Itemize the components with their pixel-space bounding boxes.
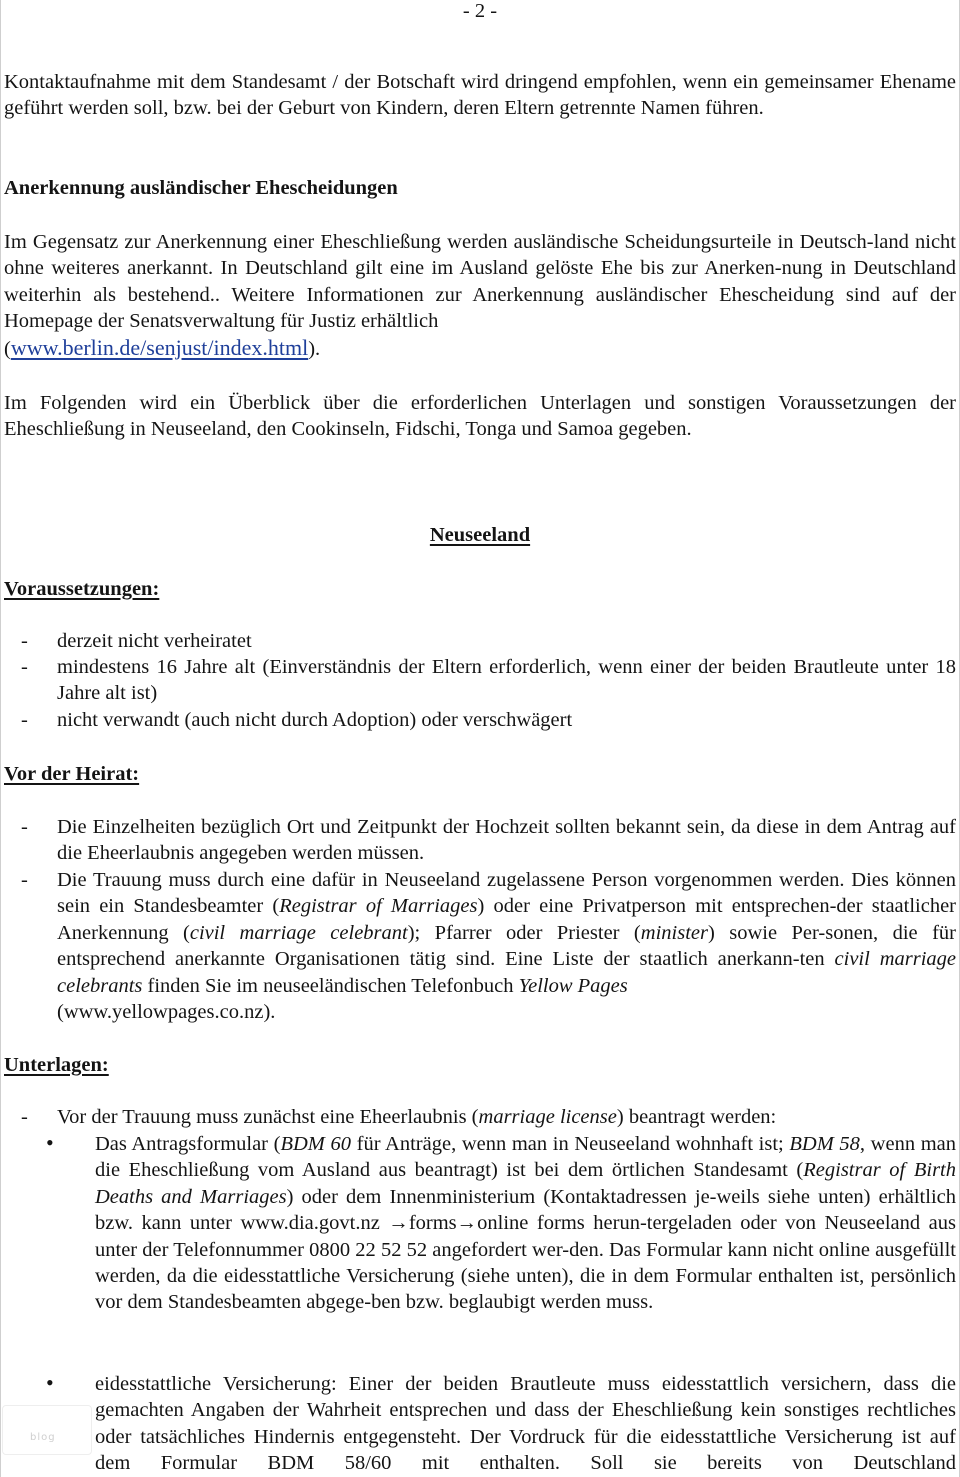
documents-heading: Unterlagen:	[4, 1054, 109, 1076]
overview-paragraph: Im Folgenden wird ein Überblick über die erforderlichen Unterlagen und sonstigen Voraussetzungen der Eheschließung in Neuseeland, den Cookinseln, Fidschi, Tonga und Samoa gegeben.	[4, 392, 956, 441]
before-wedding-heading: Vor der Heirat:	[4, 763, 140, 785]
list-item: - mindestens 16 Jahre alt (Einverständnis der Eltern erforderlich, wenn einer der beiden Brautleute unter 18 Jahre alt ist)	[21, 656, 956, 705]
bullet-icon: •	[46, 1130, 54, 1155]
requirements-heading: Voraussetzungen:	[4, 578, 160, 600]
list-item: - derzeit nicht verheiratet	[21, 630, 252, 652]
list-item: - Vor der Trauung muss zunächst eine Eheerlaubnis (marriage license) beantragt werden:	[21, 1106, 777, 1128]
divorce-paragraph: Im Gegensatz zur Anerkennung einer Eheschließung werden ausländische Scheidungsurteile in Deutsch-land nicht ohne weiteres anerkannt. In Deutschland gilt eine im Ausland gelöste Ehe bis zur Anerken-nung in Deutschland weiterhin als bestehend.. Weitere Informationen zur Anerkennung ausländischer Ehescheidung sind auf der Homepage der Senatsverwaltung für Justiz erhältlich (www.berlin.de/senjust/index.html).	[4, 231, 956, 360]
list-item: • Das Antragsformular (BDM 60 für Anträge, wenn man in Neuseeland wohnhaft ist; BDM 58, wenn man die Eheschließung vom Ausland aus beantragt) ist bei dem örtlichen Standesamt (Registrar of Birth Deaths and Marriages) oder dem Innenministerium (Kontaktadressen je-weils siehe unten) erhältlich bzw. kann unter www.dia.govt.nz →forms→online forms herun-tergeladen oder von Neuseeland aus unter der Telefonnummer 0800 22 52 52 angefordert wer-den. Das Formular kann nicht online ausgefüllt werden, da die eidesstattliche Versicherung (siehe unten), die in dem Formular enthalten ist, persönlich vor dem Standesbeamten abgege-ben bzw. beglaubigt werden muss.	[46, 1130, 957, 1314]
list-item: - Die Einzelheiten bezüglich Ort und Zeitpunkt der Hochzeit sollten bekannt sein, da diese in dem Antrag auf die Eheerlaubnis angegeben werden müssen.	[21, 816, 956, 865]
divorce-heading: Anerkennung ausländischer Ehescheidungen	[4, 177, 398, 199]
page-number: - 2 -	[462, 0, 498, 22]
intro-paragraph: Kontaktaufnahme mit dem Standesamt / der Botschaft wird dringend empfohlen, wenn ein gemeinsamer Ehename geführt werden soll, bzw. bei der Geburt von Kindern, deren Eltern getrennte Namen führen.	[4, 71, 956, 120]
country-heading-neuseeland: Neuseeland	[429, 524, 531, 546]
list-item: - Die Trauung muss durch eine dafür in Neuseeland zugelassene Person vorgenommen werden. Dies können sein ein Standesbeamter (Registrar of Marriages) oder eine Privatperson mit entsprechen-der staatlicher Anerkennung (civil marriage celebrant); Pfarrer oder Priester (minister) sowie Per-sonen, die für entsprechend anerkannte Organisationen tätig sind. Eine Liste der staatlich anerkann-ten civil marriage celebrants finden Sie im neuseeländischen Telefonbuch Yellow Pages (www.yellowpages.co.nz).	[21, 869, 957, 1024]
divorce-paragraph-text: Im Gegensatz zur Anerkennung einer Eheschließung werden ausländische Scheidungsurteile in Deutsch-land nicht ohne weiteres anerkannt. In Deutschland gilt eine im Ausland gelöste Ehe bis zur Anerken-nung in Deutschland weiterhin als bestehend.. Weitere Informationen zur Anerkennung ausländischer Ehescheidung sind auf der Homepage der Senatsverwaltung für Justiz erhältlich	[4, 231, 956, 333]
watermark: blog	[30, 1432, 56, 1443]
bullet-icon: •	[46, 1370, 54, 1395]
list-item: • eidesstattliche Versicherung: Einer der beiden Brautleute muss eidesstattlich versichern, dass die gemachten Angaben der Wahrheit entsprechen und dass der Eheschließung kein sonstiges rechtliches oder tatsächliches Hindernis entgegensteht. Der Vordruck für die eidesstattliche Versicherung ist auf dem Formular BDM 58/60 mit enthalten. Soll sie bereits von Deutschland	[46, 1370, 956, 1475]
senjust-link[interactable]: www.berlin.de/senjust/index.html	[10, 334, 309, 360]
list-item: - nicht verwandt (auch nicht durch Adoption) oder verschwägert	[21, 709, 573, 731]
